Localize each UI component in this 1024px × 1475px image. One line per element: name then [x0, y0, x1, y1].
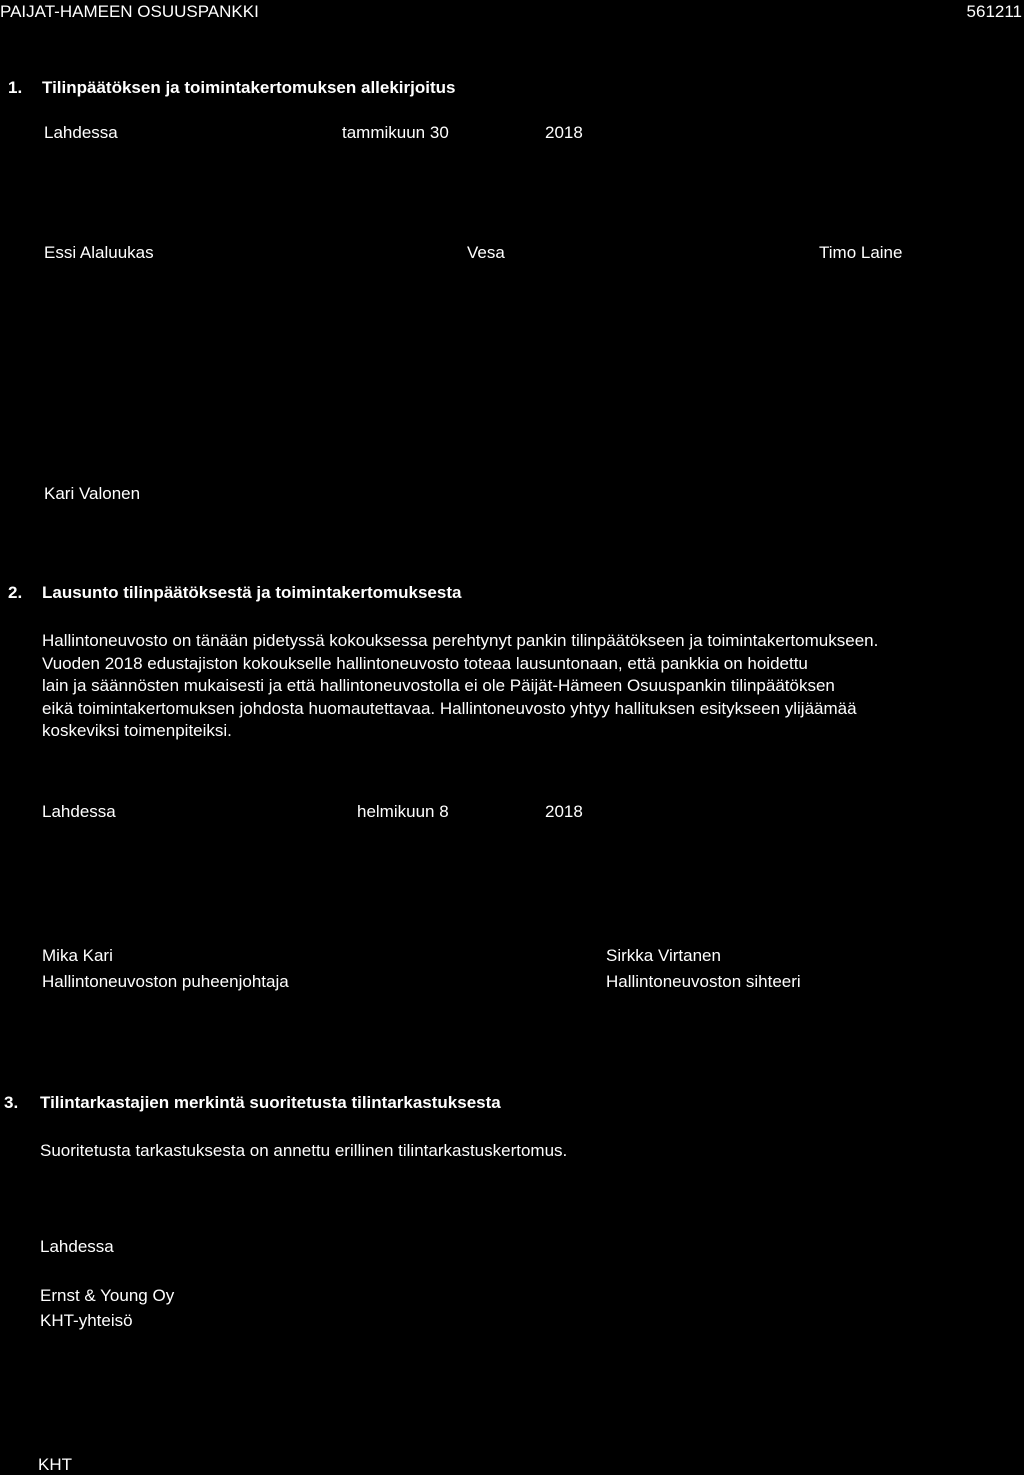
paragraph-line: Hallintoneuvosto on tänään pidetyssä kokouksessa perehtynyt pankin tilinpäätökseen ja toimintakertomukseen.	[42, 631, 879, 650]
section1-number: 1.	[8, 78, 23, 97]
auditor-name: Ernst & Young Oy	[40, 1286, 175, 1305]
secretary-name: Sirkka Virtanen	[606, 946, 721, 965]
document-number: 561211	[966, 2, 1022, 21]
paragraph-line: Vuoden 2018 edustajiston kokoukselle hallintoneuvosto toteaa lausuntonaan, että pankkia on hoidettu	[42, 653, 808, 673]
section3-title: Tilintarkastajien merkintä suoritetusta tilintarkastuksesta	[40, 1093, 501, 1112]
paragraph-line: eikä toimintakertomuksen johdosta huomautettavaa. Hallintoneuvosto yhtyy hallituksen esitykseen ylijäämää	[42, 698, 857, 718]
chairman-name: Mika Kari	[42, 946, 113, 965]
section1-place: Lahdessa	[44, 123, 118, 142]
footer-kht-label: KHT	[38, 1455, 72, 1474]
section3-place: Lahdessa	[40, 1237, 114, 1256]
auditor-type: KHT-yhteisö	[40, 1311, 133, 1330]
statement-paragraph	[42, 630, 982, 743]
secretary-role: Hallintoneuvoston sihteeri	[606, 972, 801, 991]
section2-place: Lahdessa	[42, 802, 116, 821]
section1-date: tammikuun 30	[342, 123, 449, 142]
section2-title: Lausunto tilinpäätöksestä ja toimintakertomuksesta	[42, 583, 462, 602]
section1-title: Tilinpäätöksen ja toimintakertomuksen allekirjoitus	[42, 78, 456, 97]
section2-year: 2018	[545, 802, 583, 821]
signer-name: Timo Laine	[819, 243, 903, 262]
section3-number: 3.	[4, 1093, 19, 1112]
signer-name: Essi Alaluukas	[44, 243, 154, 262]
bank-name: PAIJAT-HAMEEN OSUUSPANKKI	[0, 2, 259, 21]
section2-number: 2.	[8, 583, 23, 602]
section2-date: helmikuun 8	[357, 802, 449, 821]
paragraph-line: koskeviksi toimenpiteiksi.	[42, 721, 232, 740]
signer-name: Kari Valonen	[44, 484, 141, 503]
paragraph-line: lain ja säännösten mukaisesti ja että hallintoneuvostolla ei ole Päijät-Hämeen Osuuspankin tilinpäätöksen	[42, 676, 835, 695]
chairman-role: Hallintoneuvoston puheenjohtaja	[42, 972, 289, 991]
section1-year: 2018	[545, 123, 583, 142]
section3-text: Suoritetusta tarkastuksesta on annettu erillinen tilintarkastuskertomus.	[40, 1141, 568, 1160]
signer-name: Vesa	[467, 243, 505, 262]
